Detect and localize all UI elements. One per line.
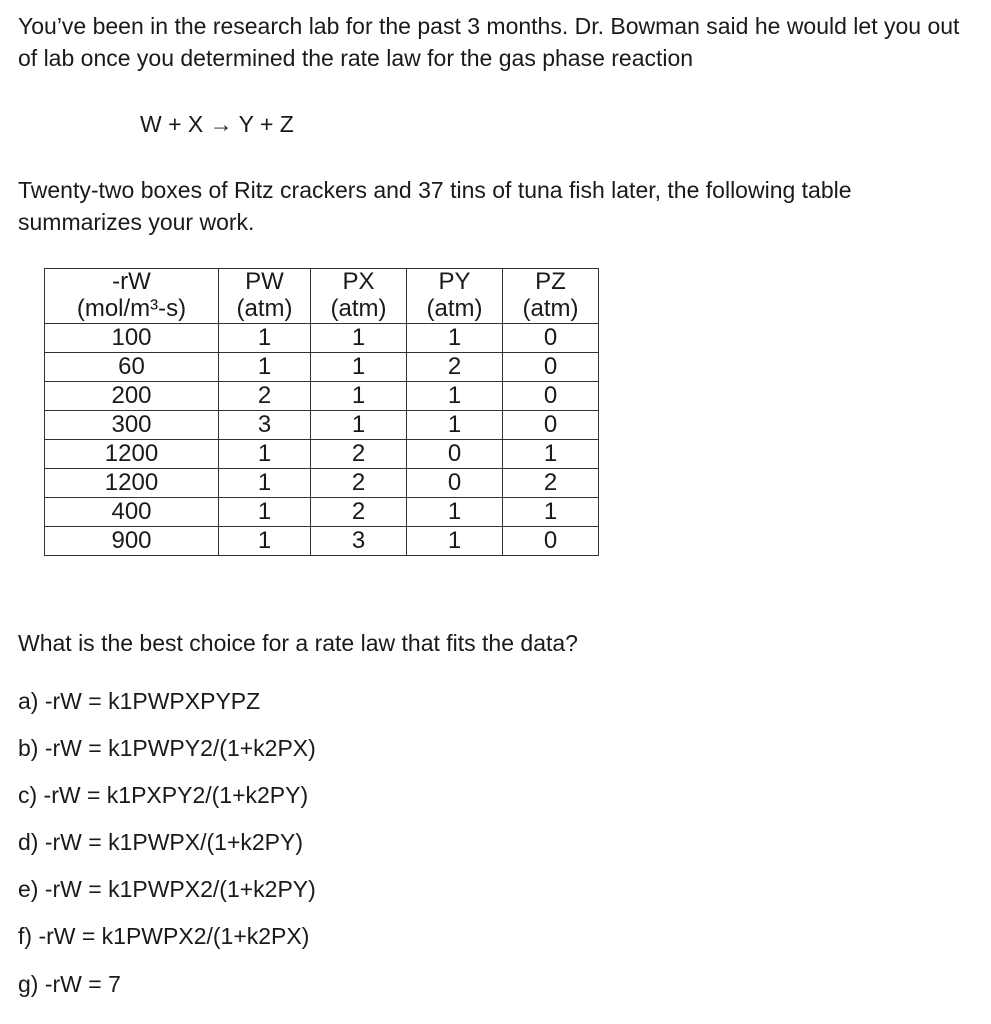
table-cell: 1 — [219, 353, 311, 382]
table-row — [45, 469, 599, 498]
table-cell: 1 — [219, 469, 311, 498]
table-cell: 1 — [311, 353, 407, 382]
answer-option: e) -rW = k1PWPX2/(1+k2PY) — [18, 876, 316, 902]
table-cell: 1 — [407, 382, 503, 411]
table-row — [45, 353, 599, 382]
table-cell: 0 — [503, 353, 599, 382]
table-cell: 2 — [311, 469, 407, 498]
table-cell: 1 — [407, 498, 503, 527]
table-cell: 1 — [219, 527, 311, 556]
column-unit: (atm) — [311, 295, 407, 324]
table-cell: 1200 — [45, 469, 219, 498]
answer-option: b) -rW = k1PWPY2/(1+k2PX) — [18, 735, 316, 761]
answer-option: a) -rW = k1PWPXPYPZ — [18, 688, 261, 714]
table-cell: 0 — [407, 469, 503, 498]
data-table — [44, 268, 599, 556]
table-body — [45, 324, 599, 556]
table-cell: 1 — [503, 440, 599, 469]
column-header: PZ — [503, 269, 599, 296]
table-row — [45, 527, 599, 556]
table-cell: 400 — [45, 498, 219, 527]
intro-paragraph: You’ve been in the research lab for the past 3 months. Dr. Bowman said he would let you out of lab once you determined the rate law for the gas phase reaction — [18, 13, 960, 71]
table-cell: 1 — [311, 324, 407, 353]
table-cell: 300 — [45, 411, 219, 440]
column-header: -rW — [45, 269, 219, 296]
table-cell: 1 — [407, 324, 503, 353]
answer-option: g) -rW = 7 — [18, 971, 121, 997]
column-header: PW — [219, 269, 311, 296]
table-cell: 1 — [219, 440, 311, 469]
table-cell: 0 — [503, 324, 599, 353]
column-unit: (atm) — [503, 295, 599, 324]
reaction-equation: W + X → Y + Z — [140, 111, 294, 137]
table-cell: 900 — [45, 527, 219, 556]
table-row — [45, 382, 599, 411]
table-row — [45, 411, 599, 440]
table-cell: 1 — [311, 411, 407, 440]
question-text: What is the best choice for a rate law that fits the data? — [18, 630, 578, 656]
answer-option: d) -rW = k1PWPX/(1+k2PY) — [18, 829, 304, 855]
column-unit: (mol/m³-s) — [45, 295, 219, 324]
table-cell: 2 — [311, 440, 407, 469]
table-cell: 1 — [219, 324, 311, 353]
table-cell: 1200 — [45, 440, 219, 469]
table-row — [45, 440, 599, 469]
answer-option: f) -rW = k1PWPX2/(1+k2PX) — [18, 923, 310, 949]
table-cell: 0 — [503, 411, 599, 440]
column-unit: (atm) — [407, 295, 503, 324]
table-cell: 2 — [407, 353, 503, 382]
table-cell: 1 — [311, 382, 407, 411]
table-row — [45, 498, 599, 527]
answer-option: c) -rW = k1PXPY2/(1+k2PY) — [18, 782, 309, 808]
table-cell: 0 — [503, 527, 599, 556]
table-header — [45, 269, 599, 324]
table-cell: 1 — [407, 411, 503, 440]
table-cell: 60 — [45, 353, 219, 382]
table-cell: 1 — [219, 498, 311, 527]
column-unit: (atm) — [219, 295, 311, 324]
table-cell: 200 — [45, 382, 219, 411]
table-cell: 100 — [45, 324, 219, 353]
table-cell: 2 — [311, 498, 407, 527]
table-cell: 3 — [311, 527, 407, 556]
column-header: PX — [311, 269, 407, 296]
table-cell: 2 — [219, 382, 311, 411]
table-cell: 0 — [503, 382, 599, 411]
column-header: PY — [407, 269, 503, 296]
table-cell: 1 — [503, 498, 599, 527]
table-cell: 2 — [503, 469, 599, 498]
table-cell: 1 — [407, 527, 503, 556]
summary-paragraph: Twenty-two boxes of Ritz crackers and 37 tins of tuna fish later, the following table summarizes your work. — [18, 177, 852, 235]
table-row — [45, 324, 599, 353]
table-cell: 3 — [219, 411, 311, 440]
table-cell: 0 — [407, 440, 503, 469]
